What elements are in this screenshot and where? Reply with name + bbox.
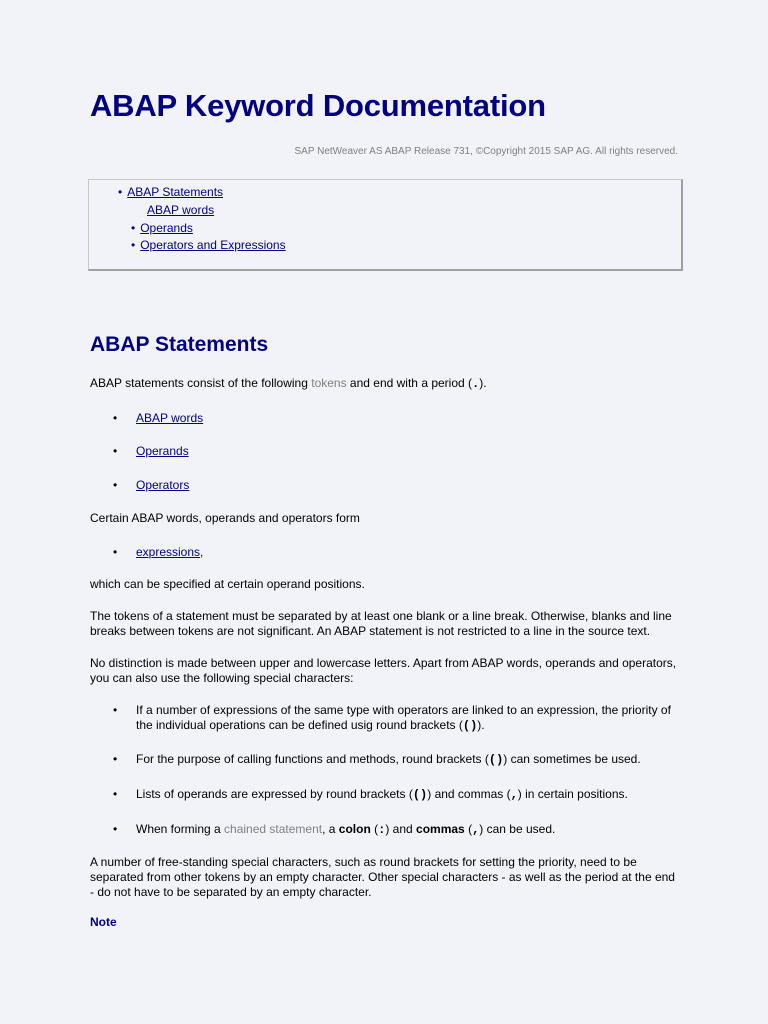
- note-label: Note: [90, 915, 117, 929]
- intro-text: and end with a period (: [346, 376, 473, 390]
- intro-paragraph: [90, 376, 680, 392]
- release-info: SAP NetWeaver AS ABAP Release 731, ©Copyright 2015 SAP AG. All rights reserved.: [294, 146, 678, 157]
- bold-colon: colon: [338, 822, 371, 836]
- link-expressions[interactable]: expressions: [136, 545, 201, 559]
- code-brackets: (): [488, 753, 504, 767]
- item-text: , a: [322, 822, 339, 836]
- bullet-icon: •: [131, 221, 136, 235]
- bold-commas: commas: [416, 822, 465, 836]
- toc-link-abap-statements[interactable]: ABAP Statements: [127, 185, 224, 199]
- bullet-icon: •: [113, 822, 118, 836]
- item-text: When forming a: [136, 822, 225, 836]
- item-text: If a number of expressions of the same type with operators are linked to an expression, the priority of the individual operations can be defined usig round brackets (: [136, 703, 671, 732]
- tokens-link[interactable]: tokens: [311, 376, 347, 390]
- toc-link-operators-expressions[interactable]: Operators and Expressions: [140, 238, 286, 252]
- link-abap-words[interactable]: ABAP words: [136, 411, 204, 425]
- operand-positions-text: which can be specified at certain operand positions.: [90, 577, 365, 591]
- form-sentence: Certain ABAP words, operands and operators form: [90, 511, 360, 525]
- bullet-icon: •: [131, 238, 136, 252]
- page-title: ABAP Keyword Documentation: [90, 88, 546, 123]
- tokens-paragraph: The tokens of a statement must be separated by at least one blank or a line break. Otherwise, blanks and line breaks between tokens are not significant. An ABAP statement is not restricted to a line in the source text.: [90, 609, 672, 638]
- table-of-contents: [88, 179, 683, 271]
- toc-item: [131, 221, 193, 235]
- free-standing-paragraph: A number of free-standing special characters, such as round brackets for setting the priority, need to be separated from other tokens by an empty character. Other special characters - as well as the period at the end - do not have to be separated by an empty character.: [90, 855, 675, 899]
- item-text: Lists of operands are expressed by round brackets (: [136, 787, 413, 801]
- bullet-icon: •: [113, 444, 118, 458]
- chained-statement-link[interactable]: chained statement: [224, 822, 323, 836]
- toc-link-abap-words[interactable]: ABAP words: [147, 203, 215, 217]
- item-text: ) in certain positions.: [517, 787, 628, 801]
- item-text: (: [370, 822, 379, 836]
- item-text: For the purpose of calling functions and methods, round brackets (: [136, 752, 489, 766]
- item-text: ) and commas (: [427, 787, 511, 801]
- toc-item: [118, 185, 223, 199]
- code-comma: ,: [510, 788, 518, 802]
- bullet-icon: •: [113, 703, 118, 717]
- bullet-icon: •: [113, 787, 118, 801]
- intro-text: ABAP statements consist of the following: [90, 376, 312, 390]
- code-comma: ,: [472, 823, 480, 837]
- item-text: ) can sometimes be used.: [503, 752, 641, 766]
- expressions-suffix: ,: [200, 545, 204, 559]
- code-brackets: (): [412, 788, 428, 802]
- bullet-icon: •: [118, 185, 123, 199]
- toc-link-operands[interactable]: Operands: [140, 221, 193, 235]
- bullet-icon: •: [113, 411, 118, 425]
- link-operators[interactable]: Operators: [136, 478, 190, 492]
- section-heading: ABAP Statements: [90, 333, 269, 356]
- bullet-icon: •: [113, 545, 118, 559]
- intro-text: ).: [479, 376, 487, 390]
- bullet-icon: •: [113, 752, 118, 766]
- toc-item: [147, 203, 214, 217]
- bullet-icon: •: [113, 478, 118, 492]
- code-period: .: [472, 377, 480, 391]
- link-operands[interactable]: Operands: [136, 444, 189, 458]
- item-text: ) can be used.: [479, 822, 556, 836]
- toc-item: [131, 238, 286, 252]
- item-text: (: [464, 822, 473, 836]
- distinction-paragraph: No distinction is made between upper and lowercase letters. Apart from ABAP words, operands and operators, you can also use the following special characters:: [90, 656, 677, 685]
- item-text: ).: [477, 718, 485, 732]
- code-colon: :: [378, 823, 386, 837]
- item-text: ) and: [385, 822, 417, 836]
- code-brackets: (): [462, 719, 478, 733]
